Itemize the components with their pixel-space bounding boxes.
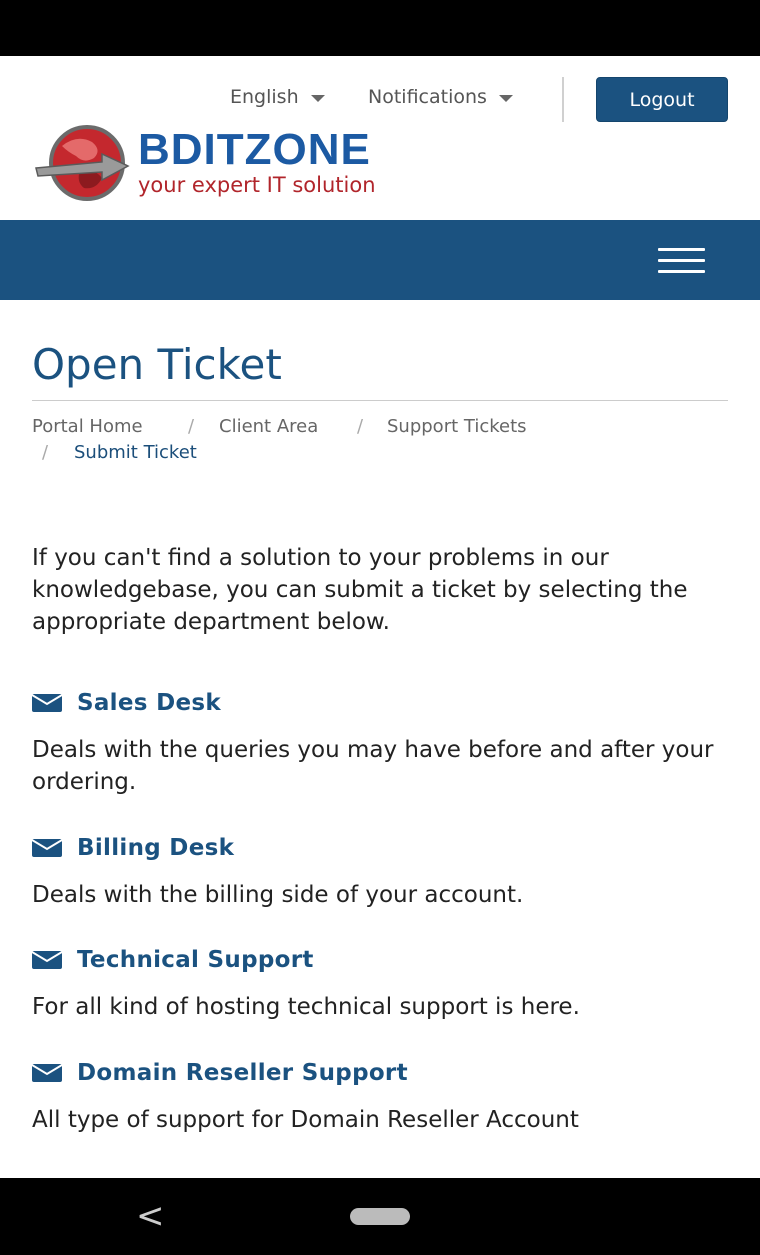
breadcrumb-separator: / bbox=[188, 416, 195, 437]
breadcrumb-submit-ticket: Submit Ticket bbox=[74, 442, 197, 463]
envelope-icon bbox=[32, 951, 62, 969]
department-link[interactable] bbox=[32, 831, 732, 865]
department-name: Billing Desk bbox=[77, 835, 235, 861]
breadcrumb-separator: / bbox=[357, 416, 364, 437]
intro-text: If you can't find a solution to your problems in our knowledgebase, you can submit a ticket by selecting the appropriate department below. bbox=[32, 545, 688, 635]
chevron-down-icon bbox=[499, 95, 513, 102]
envelope-icon bbox=[32, 1064, 62, 1082]
breadcrumb-separator: / bbox=[42, 442, 49, 463]
chevron-down-icon bbox=[311, 95, 325, 102]
page-title: Open Ticket bbox=[32, 340, 282, 389]
breadcrumb-client-area[interactable]: Client Area bbox=[219, 416, 319, 437]
department-description: Deals with the queries you may have before and after your ordering. bbox=[32, 737, 714, 795]
home-gesture-pill[interactable] bbox=[350, 1208, 410, 1225]
menu-toggle-icon[interactable] bbox=[658, 248, 706, 274]
department-link[interactable] bbox=[32, 943, 732, 977]
main-navbar bbox=[0, 220, 760, 300]
title-divider bbox=[32, 400, 728, 401]
department-description: Deals with the billing side of your account. bbox=[32, 882, 524, 908]
department-item bbox=[32, 1056, 732, 1136]
department-name: Technical Support bbox=[77, 947, 314, 973]
department-description: All type of support for Domain Reseller Account bbox=[32, 1107, 579, 1133]
department-item bbox=[32, 943, 732, 1023]
logout-button[interactable]: Logout bbox=[596, 77, 728, 122]
site-logo[interactable] bbox=[32, 124, 452, 202]
breadcrumb-portal-home[interactable]: Portal Home bbox=[32, 416, 143, 437]
department-link[interactable] bbox=[32, 1056, 732, 1090]
notifications-dropdown[interactable] bbox=[368, 86, 513, 108]
breadcrumb-support-tickets[interactable]: Support Tickets bbox=[387, 416, 527, 437]
header-divider bbox=[562, 77, 564, 122]
notifications-label: Notifications bbox=[368, 86, 487, 108]
department-description: For all kind of hosting technical support is here. bbox=[32, 994, 580, 1020]
department-link[interactable] bbox=[32, 686, 732, 720]
department-name: Sales Desk bbox=[77, 690, 221, 716]
department-item bbox=[32, 831, 732, 911]
language-label: English bbox=[230, 86, 299, 108]
logo-brand-text: BDITZONE bbox=[138, 125, 371, 174]
envelope-icon bbox=[32, 694, 62, 712]
department-item bbox=[32, 686, 732, 798]
globe-arrow-icon bbox=[32, 124, 132, 202]
department-name: Domain Reseller Support bbox=[77, 1060, 408, 1086]
status-bar bbox=[0, 0, 760, 56]
back-icon[interactable]: < bbox=[136, 1196, 165, 1236]
logo-tagline: your expert IT solution bbox=[138, 173, 376, 197]
envelope-icon bbox=[32, 839, 62, 857]
language-dropdown[interactable] bbox=[230, 86, 325, 108]
